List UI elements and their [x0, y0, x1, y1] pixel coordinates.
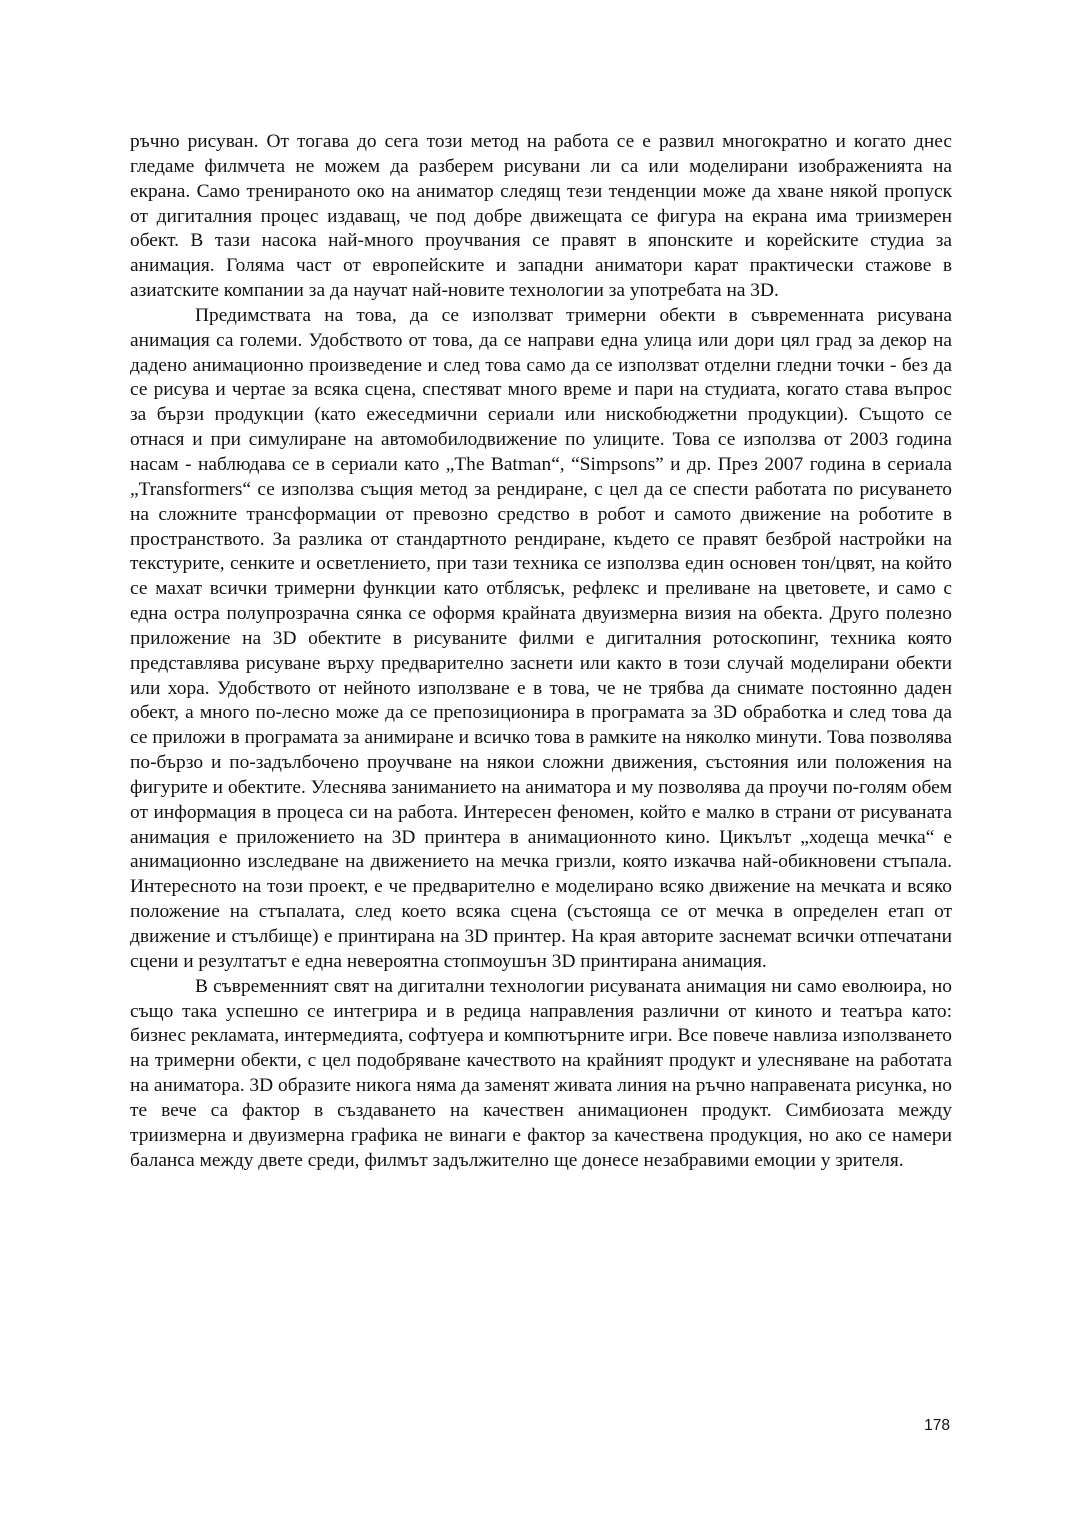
paragraph-3d-advantages: Предимствата на това, да се използват тримерни обекти в съвременната рисувана анимация са големи. Удобството от това, да се направи една улица или дори цял град за декор на дадено анимационно произведение и след това само да се използват отделни гледни точки - без да се рисува и чертае за всяка сцена, спестяват много време и пари на студиата, когато става въпрос за бързи продукции (като ежеседмични сериали или нискобюджетни продукции). Същото се отнася и при симулиране на автомобилодвижение по улиците. Това се използва от 2003 година насам - наблюдава се в сериали като „The Batman“, “Simpsons” и др. През 2007 година в сериала „Transformers“ се използва същия метод за рендиране, с цел да се спести работата по рисуването на сложните трансформации от превозно средство в робот и самото движение на роботите в пространството. За разлика от стандартното рендиране, където се правят безброй настройки на текстурите, сенките и осветлението, при тази техника се използва един основен тон/цвят, на който се махат всички тримерни функции като отблясък, рефлекс и преливане на цветовете, и само с една остра полупрозрачна сянка се оформя крайната двуизмерна визия на обекта. Друго полезно приложение на 3D обектите в рисуваните филми е дигиталния ротоскопинг, техника която представлява рисуване върху предварително заснети или както в този случай моделирани обекти или хора. Удобството от нейното използване е в това, че не трябва да снимате постоянно даден обект, а много по-лесно може да се препозиционира в програмата за 3D обработка и след това да се приложи в програмата за анимиране и всичко това в рамките на няколко минути. Това позволява по-бързо и по-задълбочено проучване на някои сложни движения, състояния или положения на фигурите и обектите. Улеснява заниманието на аниматора и му позволява да проучи по-голям обем от информация в процеса си на работа. Интересен феномен, който е малко в страни от рисуваната анимация е приложението на 3D принтера в анимационното кино. Цикълът „ходеща мечка“ е анимационно изследване на движението на мечка гризли, която изкачва най-обикновени стъпала. Интересното на този проект, е че предварително е моделирано всяко движение на мечката и всяко положение на стъпалата, след което всяка сцена (състояща се от мечка в определен етап от движение и стълбище) е принтирана на 3D принтер. На края авторите заснемат всички отпечатани сцени и резултатът е една невероятна стопмоушън 3D принтирана анимация.	[130, 304, 952, 972]
page-number: 178	[924, 1417, 950, 1434]
body-text	[130, 130, 952, 1173]
paragraph-conclusion: В съвременният свят на дигитални технологии рисуваната анимация ни само еволюира, но също така успешно се интегрира и в редица направления различни от киното и театъра като: бизнес рекламата, интермедията, софтуера и компютърните игри. Все повече навлиза използването на тримерни обекти, с цел подобряване качеството на крайният продукт и улесняване на работата на аниматора. 3D образите никога няма да заменят живата линия на ръчно направената рисунка, но те вече са фактор в създаването на качествен анимационен продукт. Симбиозата между триизмерна и двуизмерна графика не винаги е фактор за качествена продукция, но ако се намери баланса между двете среди, филмът задължително ще донесе незабравими емоции у зрителя.	[130, 975, 952, 1171]
paragraph-continuation: ръчно рисуван. От тогава до сега този метод на работа се е развил многократно и когато днес гледаме филмчета не можем да разберем рисувани ли са или моделирани изображенията на екрана. Само тренираното око на аниматор следящ тези тенденции може да хване някой пропуск от дигиталния процес издаващ, че под добре движещата се фигура на екрана има триизмерен обект. В тази насока най-много проучвания се правят в японските и корейските студиа за анимация. Голяма част от европейските и западни аниматори карат практически стажове в азиатските компании за да научат най-новите технологии за употребата на 3D.	[130, 131, 952, 302]
